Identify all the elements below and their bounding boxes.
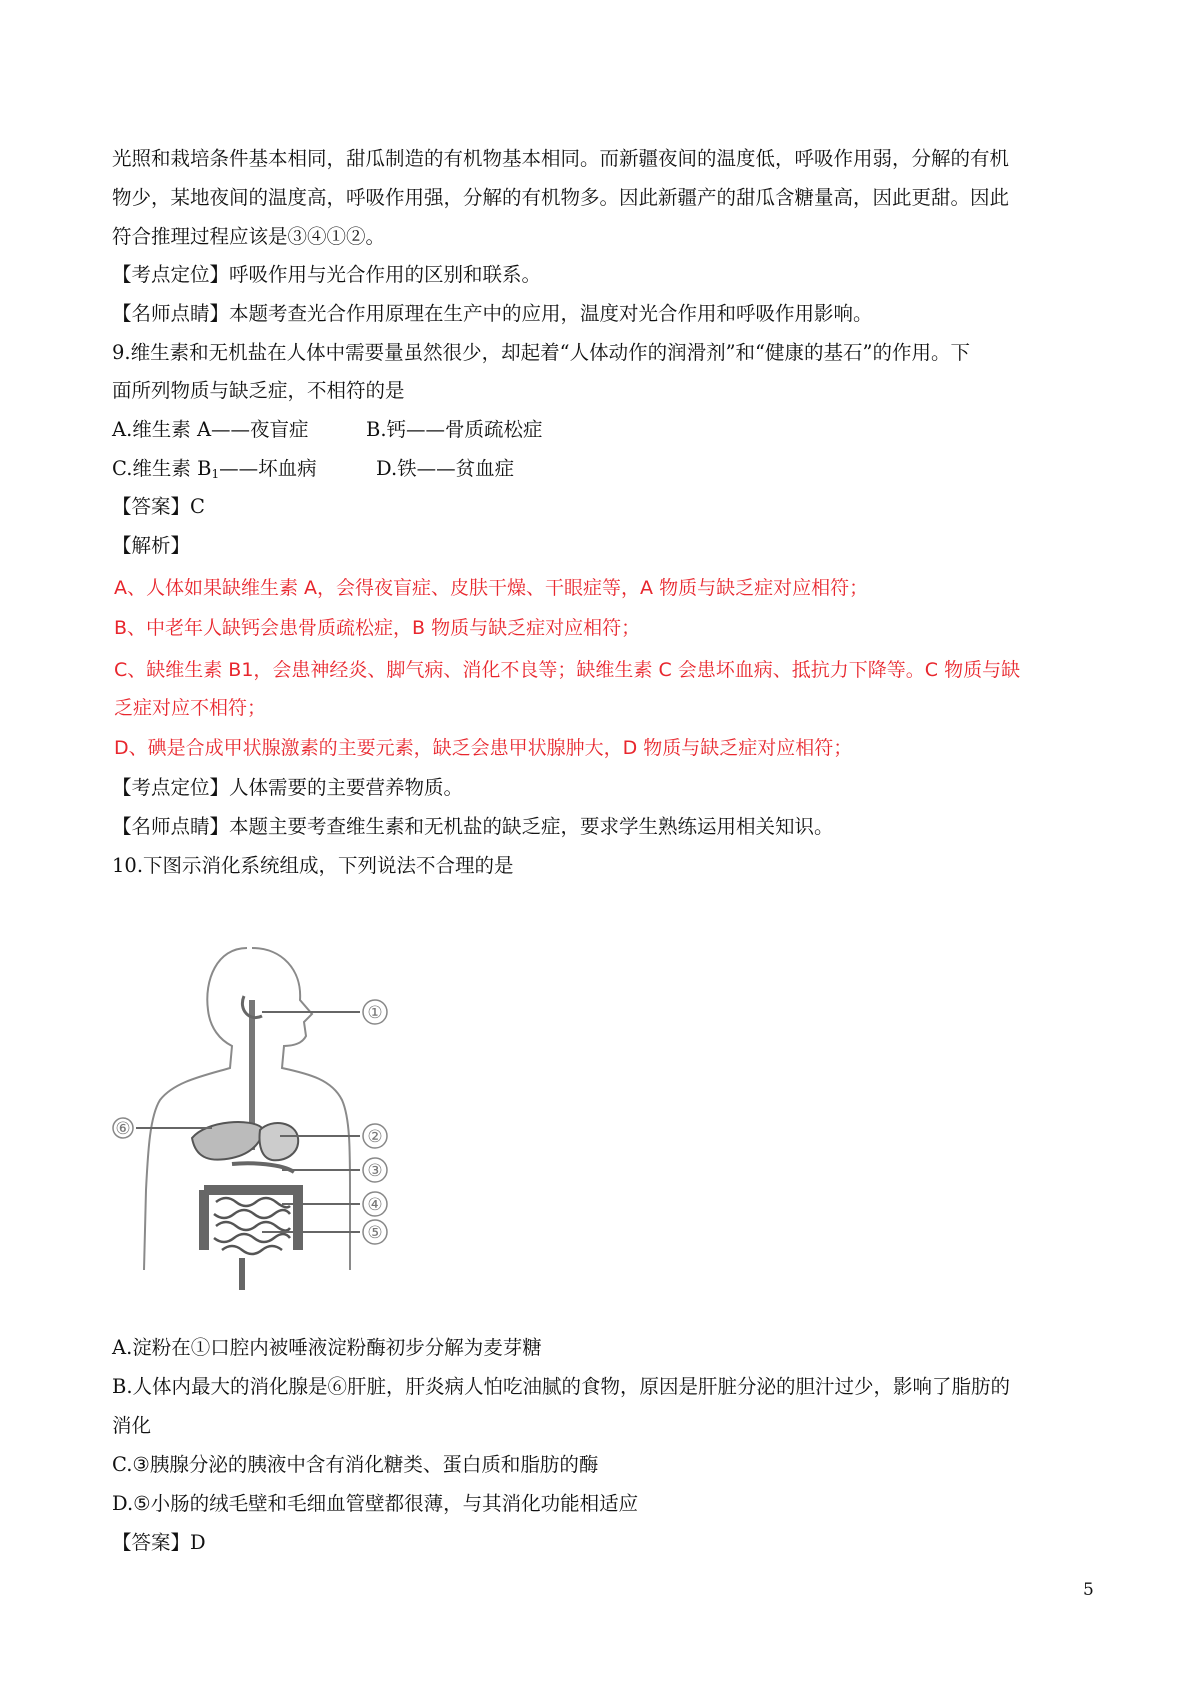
figure-label-5: ⑤: [367, 1223, 383, 1243]
figure-label-1: ①: [367, 1003, 383, 1023]
option-c: [112, 456, 376, 487]
exam-point: 【考点定位】呼吸作用与光合作用的区别和联系。: [112, 263, 542, 286]
teacher-tip: 【名师点睛】本题考查光合作用原理在生产中的应用，温度对光合作用和呼吸作用影响。: [112, 302, 873, 325]
option-a: A.维生素 A——夜盲症: [112, 418, 309, 441]
option-b: B.钙——骨质疏松症: [366, 418, 543, 441]
answer-10: 【答案】D: [112, 1531, 206, 1554]
teacher-tip-9: 【名师点睛】本题主要考查维生素和无机盐的缺乏症，要求学生熟练运用相关知识。: [112, 815, 834, 838]
option-b-10-cont: 消化: [112, 1414, 152, 1437]
analysis-line: 乏症对应不相符；: [114, 697, 267, 719]
question-9-stem: 9.维生素和无机盐在人体中需要量虽然很少，却起着“人体动作的润滑剂”和“健康的基石”的作用。下: [112, 341, 970, 364]
figure-label-4: ④: [367, 1195, 383, 1215]
analysis-line: C、缺维生素 B1，会患神经炎、脚气病、消化不良等；缺维生素 C 会患坏血病、抵抗力下降等。C 物质与缺: [114, 659, 1021, 681]
figure-label-3: ③: [367, 1161, 383, 1181]
paragraph-line: 符合推理过程应该是③④①②。: [112, 225, 386, 248]
paragraph-line: 光照和栽培条件基本相同，甜瓜制造的有机物基本相同。而新疆夜间的温度低，呼吸作用弱，分解的有机: [112, 147, 1010, 170]
question-9-options-row2: [112, 456, 514, 487]
option-a-10: A.淀粉在①口腔内被唾液淀粉酶初步分解为麦芽糖: [112, 1336, 542, 1359]
answer-9: 【答案】C: [112, 495, 205, 518]
option-c-subscript: 1: [211, 467, 220, 481]
option-c-text-end: ——坏血病: [219, 457, 317, 480]
analysis-line: B、中老年人缺钙会患骨质疏松症，B 物质与缺乏症对应相符；: [114, 617, 641, 639]
page-number: 5: [1083, 1580, 1094, 1600]
question-9-stem-cont: 面所列物质与缺乏症，不相符的是: [112, 379, 405, 402]
exam-point-9: 【考点定位】人体需要的主要营养物质。: [112, 776, 464, 799]
paragraph-line: 物少，某地夜间的温度高，呼吸作用强，分解的有机物多。因此新疆产的甜瓜含糖量高，因此更甜。因此: [112, 186, 1010, 209]
option-c-text: C.维生素 B: [112, 457, 212, 480]
figure-label-2: ②: [367, 1127, 383, 1147]
digestive-system-figure: [112, 940, 442, 1320]
option-b-10: B.人体内最大的消化腺是⑥肝脏，肝炎病人怕吃油腻的食物，原因是肝脏分泌的胆汁过少，影响了脂肪的: [112, 1375, 1011, 1398]
option-d-10: D.⑤小肠的绒毛壁和毛细血管壁都很薄，与其消化功能相适应: [112, 1492, 639, 1515]
figure-label-6: ⑥: [115, 1119, 131, 1139]
analysis-line: D、碘是合成甲状腺激素的主要元素，缺乏会患甲状腺肿大，D 物质与缺乏症对应相符；: [114, 737, 853, 759]
question-9-options-row1: [112, 417, 543, 443]
option-d: D.铁——贫血症: [376, 457, 515, 480]
analysis-heading: 【解析】: [112, 534, 191, 557]
option-c-10: C.③胰腺分泌的胰液中含有消化糖类、蛋白质和脂肪的酶: [112, 1453, 599, 1476]
analysis-line: A、人体如果缺维生素 A，会得夜盲症、皮肤干燥、干眼症等，A 物质与缺乏症对应相符；: [114, 577, 869, 599]
question-10-stem: 10.下图示消化系统组成，下列说法不合理的是: [112, 854, 514, 877]
